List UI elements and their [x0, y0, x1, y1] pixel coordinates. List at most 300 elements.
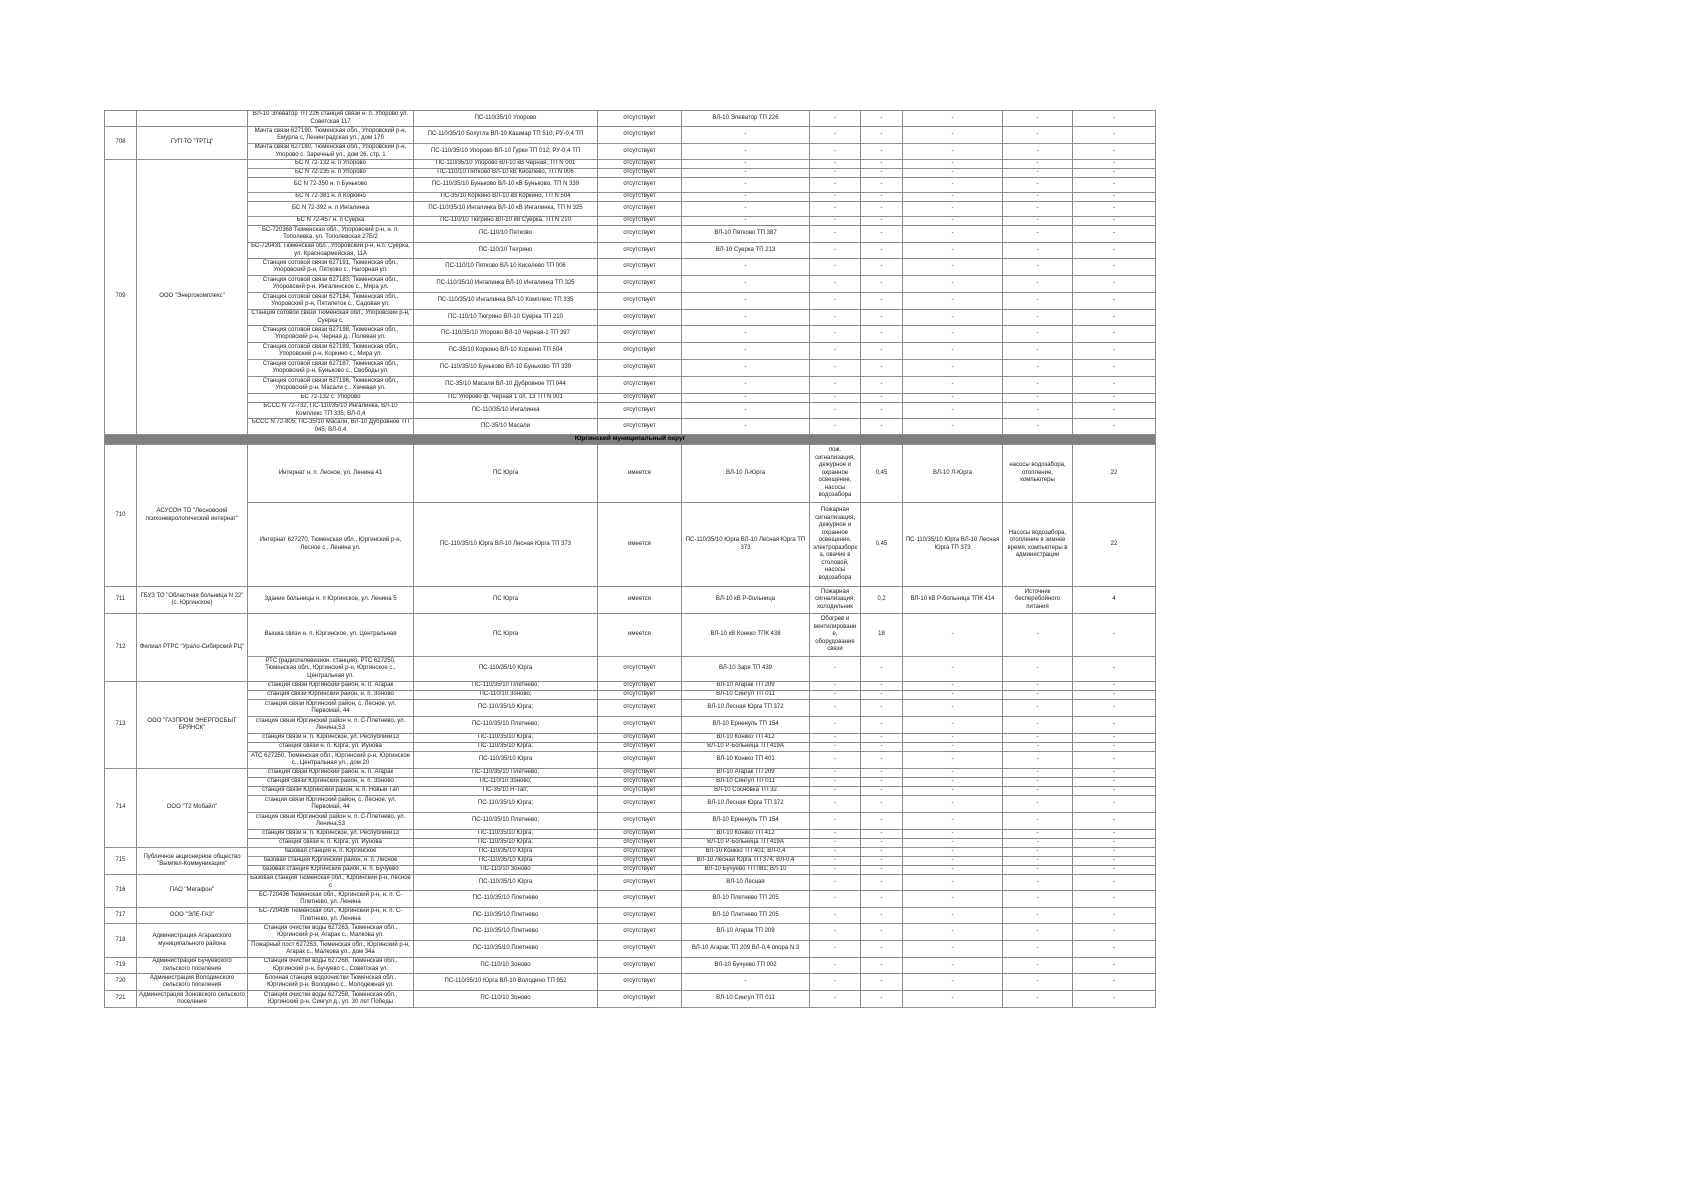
cell-ps: ПС Юрга: [414, 445, 598, 503]
cell-st: отсутствует: [598, 343, 682, 360]
cell-c5: -: [810, 243, 861, 259]
cell-c6: -: [861, 243, 903, 259]
cell-c5: -: [810, 974, 861, 991]
cell-ps: ПС-110/35/10 Юрга: [414, 875, 598, 891]
cell-c6: -: [861, 734, 903, 743]
cell-st: отсутствует: [598, 875, 682, 891]
cell-c9: -: [1073, 403, 1156, 419]
cell-c6: 0,2: [861, 587, 903, 614]
cell-c9: -: [1073, 830, 1156, 839]
cell-c7: -: [903, 866, 1003, 875]
cell-c9: -: [1073, 217, 1156, 226]
cell-c6: -: [861, 326, 903, 343]
cell-ps: ПС-110/10 Тюгрино ВЛ-10 кВ Суерка, ТП N 210: [414, 217, 598, 226]
cell-ps: ПС-110/35/10 Юрга;: [414, 743, 598, 752]
cell-c8: -: [1003, 778, 1073, 787]
cell-c5: -: [810, 127, 861, 144]
cell-c7: -: [903, 169, 1003, 178]
cell-line: -: [682, 144, 810, 160]
cell-ps: ПС-35/10 Масали ВЛ-10 Дубровное ТП 044: [414, 377, 598, 394]
cell-ps: ПС-110/10 Зоново: [414, 958, 598, 974]
cell-c6: -: [861, 310, 903, 326]
cell-c5: -: [810, 857, 861, 866]
cell-line: -: [682, 193, 810, 202]
cell-c9: -: [1073, 813, 1156, 830]
cell-c9: 4: [1073, 587, 1156, 614]
cell-obj: Станция сотовой связи 627187, Тюменская обл., Упоровский р-н, Буньково с., Свободы ул.: [248, 360, 414, 377]
cell-line: ВЛ-10 Сингул ТП 011: [682, 991, 810, 1008]
cell-c5: -: [810, 178, 861, 193]
cell-c7: -: [903, 419, 1003, 435]
cell-c8: -: [1003, 202, 1073, 217]
cell-c6: -: [861, 908, 903, 924]
cell-obj: станция связи н. п. Юрга, ул. Иунова: [248, 743, 414, 752]
cell-c5: -: [810, 326, 861, 343]
cell-obj: Базовая станция Тюменская обл., Юргинский р-н, Лесное с: [248, 875, 414, 891]
cell-c7: -: [903, 891, 1003, 908]
cell-line: ВЛ-10 Лесная: [682, 875, 810, 891]
cell-st: отсутствует: [598, 160, 682, 169]
cell-c9: -: [1073, 848, 1156, 857]
cell-c7: ПС-110/35/10 Юрга ВЛ-10 Лесная Юрга ТП 373: [903, 503, 1003, 587]
cell-obj: БС-720436 Тюменская обл., Юргинский р-н, н. п. С-Плетнево, ул. Ленина: [248, 891, 414, 908]
cell-c5: -: [810, 787, 861, 796]
cell-c5: -: [810, 717, 861, 734]
cell-c8: -: [1003, 243, 1073, 259]
table-row: [105, 394, 1156, 403]
table-row: [105, 700, 1156, 717]
cell-ps: ПС-110/35/10 Юрга: [414, 657, 598, 682]
cell-c9: -: [1073, 360, 1156, 377]
cell-line: ВЛ-10 Плетнево ТП 205: [682, 891, 810, 908]
cell-c9: -: [1073, 259, 1156, 276]
table-row: [105, 717, 1156, 734]
table-row: [105, 848, 1156, 857]
cell-c9: -: [1073, 310, 1156, 326]
table-row: [105, 778, 1156, 787]
cell-c5: -: [810, 377, 861, 394]
cell-c6: 18: [861, 614, 903, 657]
cell-st: отсутствует: [598, 908, 682, 924]
cell-c8: -: [1003, 217, 1073, 226]
cell-c6: -: [861, 160, 903, 169]
cell-ps: ПС-110/10 Пятково: [414, 226, 598, 243]
table-row: [105, 202, 1156, 217]
cell-c5: Обогрев и вентилировани е, оборудование связи: [810, 614, 861, 657]
cell-c8: -: [1003, 743, 1073, 752]
cell-obj: Мачта связи 627190, Тюменская обл., Упоровский р-н, Емурла с, Ленинградская ул., дом 17б: [248, 127, 414, 144]
cell-c9: -: [1073, 226, 1156, 243]
table-row: [105, 293, 1156, 310]
cell-c7: -: [903, 111, 1003, 127]
cell-c6: -: [861, 144, 903, 160]
cell-line: ВЛ-10 Лесная Юрга ТП 372: [682, 700, 810, 717]
cell-st: отсутствует: [598, 178, 682, 193]
cell-c7: -: [903, 394, 1003, 403]
organization-cell: Администрация Володинского сельского поселения: [137, 974, 248, 991]
cell-c8: -: [1003, 941, 1073, 958]
cell-c8: -: [1003, 614, 1073, 657]
cell-c8: -: [1003, 111, 1073, 127]
cell-obj: РТС (радиотелевизион. станция), РТС 627250, Тюменская обл., Юргинский р-н, Юргинское с., Центральная ул.: [248, 657, 414, 682]
cell-c5: -: [810, 657, 861, 682]
table-row: [105, 127, 1156, 144]
cell-st: отсутствует: [598, 796, 682, 813]
table-row: [105, 144, 1156, 160]
cell-c6: -: [861, 111, 903, 127]
cell-c7: -: [903, 796, 1003, 813]
cell-line: ВЛ-10 Агарак ТП 209: [682, 682, 810, 691]
cell-c6: -: [861, 857, 903, 866]
cell-c7: -: [903, 343, 1003, 360]
cell-obj: Интернат н. п. Лесное, ул. Ленина 41: [248, 445, 414, 503]
cell-st: отсутствует: [598, 202, 682, 217]
cell-st: отсутствует: [598, 217, 682, 226]
cell-line: ВЛ-10 Агарак ТП 209 ВЛ-0,4 опора N 3: [682, 941, 810, 958]
table-row: [105, 958, 1156, 974]
row-number-cell: 717: [105, 908, 137, 924]
cell-c5: -: [810, 891, 861, 908]
cell-c5: -: [810, 848, 861, 857]
cell-line: ВЛ-10 Л-Юрга: [682, 445, 810, 503]
cell-c6: -: [861, 691, 903, 700]
cell-c7: -: [903, 991, 1003, 1008]
cell-c6: -: [861, 991, 903, 1008]
cell-c7: -: [903, 160, 1003, 169]
row-number-cell: 720: [105, 974, 137, 991]
cell-c7: -: [903, 924, 1003, 941]
cell-c9: -: [1073, 276, 1156, 293]
cell-c7: -: [903, 958, 1003, 974]
cell-c9: -: [1073, 144, 1156, 160]
cell-c8: Источник бесперебойного питания: [1003, 587, 1073, 614]
cell-c8: -: [1003, 700, 1073, 717]
cell-ps: ПС-110/35/10 Плетнево;: [414, 769, 598, 778]
cell-line: ВЛ-10 Лесная Юрга ТП 372: [682, 796, 810, 813]
cell-c6: -: [861, 193, 903, 202]
cell-c9: 22: [1073, 503, 1156, 587]
cell-c7: -: [903, 848, 1003, 857]
cell-ps: ПС-110/35/10 Юрга;: [414, 734, 598, 743]
table-row: [105, 160, 1156, 169]
cell-c5: -: [810, 734, 861, 743]
cell-c6: -: [861, 813, 903, 830]
section-title: Юргинский муниципальный округ: [105, 435, 1156, 445]
cell-st: отсутствует: [598, 310, 682, 326]
cell-c6: -: [861, 394, 903, 403]
cell-obj: БС N 72-457 н. п Суерка: [248, 217, 414, 226]
table-row: [105, 310, 1156, 326]
cell-st: отсутствует: [598, 752, 682, 769]
cell-c8: -: [1003, 343, 1073, 360]
organization-cell: [137, 111, 248, 127]
cell-c7: -: [903, 243, 1003, 259]
cell-obj: Блочная станция водоочистки Тюменская обл., Юргинский р-н, Володино с., Молодежная ул.: [248, 974, 414, 991]
cell-c7: -: [903, 193, 1003, 202]
cell-c6: -: [861, 419, 903, 435]
table-row: [105, 752, 1156, 769]
cell-obj: БС N 72-381 н. п Коркино: [248, 193, 414, 202]
cell-line: ВЛ-10 Р-Больница ТП 419А: [682, 743, 810, 752]
cell-obj: БС-720368 Тюменская обл., Упоровский р-н, н. п. Тополевка, ул. Тополевская 27Б/2: [248, 226, 414, 243]
cell-ps: ПС-110/35/10 Бохутла ВЛ-10 Кашмар ТП 510; РУ-0,4 ТП: [414, 127, 598, 144]
cell-c6: -: [861, 343, 903, 360]
cell-obj: станция связи Юргинский район, н. п. Новый Тап: [248, 787, 414, 796]
cell-c7: -: [903, 178, 1003, 193]
cell-c8: -: [1003, 848, 1073, 857]
cell-st: отсутствует: [598, 734, 682, 743]
row-number-cell: 709: [105, 160, 137, 435]
cell-ps: ПС-110/35/10 Юрга;: [414, 700, 598, 717]
cell-c5: пож. сигнализация, дежурное и охранное освещение, насосы водозабора: [810, 445, 861, 503]
cell-c9: -: [1073, 657, 1156, 682]
cell-c7: -: [903, 717, 1003, 734]
cell-c5: -: [810, 111, 861, 127]
table-row: [105, 217, 1156, 226]
cell-st: отсутствует: [598, 243, 682, 259]
cell-st: отсутствует: [598, 682, 682, 691]
organization-cell: ООО "ЭЛЕ-ГАЗ": [137, 908, 248, 924]
cell-c6: -: [861, 276, 903, 293]
cell-c6: -: [861, 941, 903, 958]
cell-c5: -: [810, 958, 861, 974]
row-number-cell: 712: [105, 614, 137, 682]
cell-c7: -: [903, 217, 1003, 226]
cell-c5: -: [810, 769, 861, 778]
cell-c6: -: [861, 403, 903, 419]
cell-c9: -: [1073, 377, 1156, 394]
cell-c7: -: [903, 787, 1003, 796]
cell-obj: станция связи Юргинский район, с. Лесное, ул. Первомай, 44: [248, 796, 414, 813]
table-row: [105, 691, 1156, 700]
cell-c7: -: [903, 752, 1003, 769]
cell-line: -: [682, 343, 810, 360]
cell-c8: -: [1003, 259, 1073, 276]
cell-c5: -: [810, 941, 861, 958]
cell-st: отсутствует: [598, 144, 682, 160]
table-row: [105, 924, 1156, 941]
cell-c7: -: [903, 778, 1003, 787]
cell-c9: -: [1073, 419, 1156, 435]
cell-c9: -: [1073, 734, 1156, 743]
cell-line: ВЛ-10 Бучуево ТП 081; ВЛ-10: [682, 866, 810, 875]
table-row: [105, 226, 1156, 243]
cell-line: ВЛ-10 Р-Больница ТП 419А: [682, 839, 810, 848]
cell-c9: -: [1073, 941, 1156, 958]
cell-st: отсутствует: [598, 326, 682, 343]
cell-c5: -: [810, 217, 861, 226]
cell-c8: насосы водозабора, отопление, компьютеры: [1003, 445, 1073, 503]
cell-c8: -: [1003, 830, 1073, 839]
cell-ps: ПС-110/35/10 Юрга: [414, 848, 598, 857]
cell-ps: ПС-110/35/10 Плетнево: [414, 891, 598, 908]
cell-c7: -: [903, 226, 1003, 243]
cell-c5: -: [810, 259, 861, 276]
cell-c6: -: [861, 875, 903, 891]
organization-cell: Филиал РТРС "Урало-Сибирский РЦ": [137, 614, 248, 682]
cell-ps: ПС-110/35/10 Юрга ВЛ-10 Володино ТП 952: [414, 974, 598, 991]
cell-c5: -: [810, 866, 861, 875]
cell-obj: Станция очистки воды 627263, Тюменская обл., Юргинский р-н, Агарак с., Малкова ул.: [248, 924, 414, 941]
cell-c6: -: [861, 202, 903, 217]
cell-obj: БС-720436 Тюменская обл., Юргинский р-н, н. п. С-Плетнево, ул. Ленина: [248, 908, 414, 924]
cell-line: ВЛ-10 Суерка ТП 213: [682, 243, 810, 259]
cell-c7: -: [903, 144, 1003, 160]
cell-c5: -: [810, 778, 861, 787]
table-row: [105, 974, 1156, 991]
cell-obj: Мачта связи 627180, Тюменская обл., Упоровский р-н, Упорово с. Заречный ул., дом 26, стр. 1: [248, 144, 414, 160]
organization-cell: ООО "ГАЗПРОМ ЭНЕРГОСБЫТ БРЯНСК": [137, 682, 248, 769]
cell-ps: ПС-110/35/10 Упорово: [414, 111, 598, 127]
row-number-cell: 721: [105, 991, 137, 1008]
cell-obj: Здание больницы н. п Юргинское, ул. Ленина 5: [248, 587, 414, 614]
cell-c7: -: [903, 276, 1003, 293]
cell-obj: Станция сотовой связи 627191, Тюменская обл., Упоровский р-н, Пятково с., Нагорная ул.: [248, 259, 414, 276]
table-row: [105, 343, 1156, 360]
cell-st: отсутствует: [598, 958, 682, 974]
table-row: [105, 178, 1156, 193]
cell-c8: -: [1003, 717, 1073, 734]
cell-c7: -: [903, 743, 1003, 752]
cell-c5: -: [810, 908, 861, 924]
cell-obj: АТС 627250, Тюменская обл., Юргинский р-н, Юргинское с., Центральная ул., дом 20: [248, 752, 414, 769]
cell-c6: -: [861, 958, 903, 974]
table-row: [105, 445, 1156, 503]
cell-c7: -: [903, 769, 1003, 778]
table-row: [105, 587, 1156, 614]
cell-c7: -: [903, 813, 1003, 830]
cell-line: -: [682, 160, 810, 169]
cell-st: отсутствует: [598, 394, 682, 403]
cell-obj: Станция сотовой связи Тюменская обл., Упоровский р-н, Суерка с.: [248, 310, 414, 326]
cell-ps: ПС-110/10 Зоново;: [414, 778, 598, 787]
cell-c9: -: [1073, 717, 1156, 734]
cell-obj: станция связи Юргинский район, с. Лесное, ул. Первомай, 44: [248, 700, 414, 717]
cell-c8: -: [1003, 226, 1073, 243]
cell-c6: -: [861, 839, 903, 848]
cell-obj: Станция сотовой связи 627189, Тюменская обл., Упоровский р-н, Коркино с., Мира ул.: [248, 343, 414, 360]
cell-st: отсутствует: [598, 127, 682, 144]
cell-line: ВЛ-10 кВ Конкко ТПК 438: [682, 614, 810, 657]
cell-line: ВЛ-10 Сингул ТП 011: [682, 691, 810, 700]
cell-obj: Интернат 627270, Тюменская обл., Юргинский р-н, Лесное с., Ленина ул.: [248, 503, 414, 587]
cell-st: имеется: [598, 445, 682, 503]
cell-st: отсутствует: [598, 360, 682, 377]
cell-c8: -: [1003, 160, 1073, 169]
table-row: [105, 830, 1156, 839]
cell-st: отсутствует: [598, 691, 682, 700]
cell-c9: -: [1073, 169, 1156, 178]
cell-st: отсутствует: [598, 377, 682, 394]
cell-c5: -: [810, 830, 861, 839]
cell-ps: ПС-35/10 Коркино ВЛ-10 кВ Коркино, ТП N 504: [414, 193, 598, 202]
organization-cell: ООО "Т2 Мобайл": [137, 769, 248, 848]
cell-ps: ПС-110/35/10 Плетнево;: [414, 717, 598, 734]
cell-st: отсутствует: [598, 259, 682, 276]
cell-line: -: [682, 202, 810, 217]
cell-c6: -: [861, 178, 903, 193]
cell-line: ВЛ-10 Конкко ТП 401; ВЛ-0,4: [682, 848, 810, 857]
cell-c9: -: [1073, 839, 1156, 848]
cell-obj: ВЛ-10 Элеватор ТП 226 станция связи н. п. Упорово ул. Советская 117: [248, 111, 414, 127]
cell-c5: -: [810, 682, 861, 691]
cell-st: имеется: [598, 614, 682, 657]
cell-ps: ПС-110/35/10 Юрга: [414, 752, 598, 769]
organization-cell: ООО "Энергокомплекс": [137, 160, 248, 435]
table-row: [105, 787, 1156, 796]
cell-line: ВЛ-10 Конкко ТП 401: [682, 752, 810, 769]
cell-c9: -: [1073, 974, 1156, 991]
cell-line: -: [682, 178, 810, 193]
cell-c9: -: [1073, 243, 1156, 259]
cell-line: -: [682, 169, 810, 178]
cell-c8: -: [1003, 310, 1073, 326]
cell-line: ВЛ-10 Заря ТП 439: [682, 657, 810, 682]
cell-c9: -: [1073, 796, 1156, 813]
cell-c9: -: [1073, 857, 1156, 866]
cell-c8: -: [1003, 866, 1073, 875]
cell-obj: Станция сотовой связи 627183, Тюменская обл., Упоровский р-н, Ингалинское с., Мира ул.: [248, 276, 414, 293]
cell-obj: станция связи н. п. Юргинское, ул. Республики13: [248, 734, 414, 743]
cell-c7: -: [903, 908, 1003, 924]
cell-c6: -: [861, 830, 903, 839]
cell-c8: -: [1003, 908, 1073, 924]
cell-c9: -: [1073, 778, 1156, 787]
table-row: [105, 276, 1156, 293]
cell-ps: ПС-110/35/10 Упорово ВЛ-10 Гурки ТП 012; РУ-0,4 ТП: [414, 144, 598, 160]
cell-c6: -: [861, 796, 903, 813]
cell-c9: -: [1073, 682, 1156, 691]
cell-c8: -: [1003, 813, 1073, 830]
cell-line: -: [682, 259, 810, 276]
cell-c5: Пожарная сигнализация, дежурное и охранное освещение, электроразборка, овачие в столовой, насосы водозабора: [810, 503, 861, 587]
table-row: [105, 743, 1156, 752]
organization-cell: Администрация Зоновского сельского поселения: [137, 991, 248, 1008]
data-table: [104, 110, 1156, 1008]
table-row: [105, 657, 1156, 682]
cell-obj: станция связи Юргинский район, н. п. Агарак: [248, 769, 414, 778]
cell-obj: Станция очистки воды 627258, Тюменская обл., Юргинский р-н, Сингул д., ул. 30 лет Победы: [248, 991, 414, 1008]
cell-c7: -: [903, 377, 1003, 394]
cell-c6: -: [861, 891, 903, 908]
row-number-cell: 711: [105, 587, 137, 614]
organization-cell: Администрация Агаракского муниципального района: [137, 924, 248, 958]
cell-line: ВЛ-10 Сингул ТП 011: [682, 778, 810, 787]
cell-c8: -: [1003, 769, 1073, 778]
cell-c5: -: [810, 419, 861, 435]
row-number-cell: 716: [105, 875, 137, 908]
cell-ps: ПС-110/35/10 Буньково ВЛ-10 Буньково ТП 339: [414, 360, 598, 377]
cell-c9: -: [1073, 127, 1156, 144]
cell-c8: -: [1003, 276, 1073, 293]
cell-c8: -: [1003, 891, 1073, 908]
cell-c6: -: [861, 360, 903, 377]
cell-obj: станция связи Юргинский район н. п. С-Плетнево, ул. Ленина,53: [248, 717, 414, 734]
cell-c9: 22: [1073, 445, 1156, 503]
cell-c6: -: [861, 743, 903, 752]
cell-obj: БССС N 72-732, ПС-110/35/10 Ингалинка, ВЛ-10 Комплекс ТП 335; ВЛ-0,4: [248, 403, 414, 419]
cell-obj: станция связи Юргинский район, н. п. Зоново: [248, 778, 414, 787]
cell-c7: -: [903, 202, 1003, 217]
cell-ps: ПС-110/35/10 Плетнево;: [414, 813, 598, 830]
table-row: [105, 941, 1156, 958]
cell-ps: ПС-110/10 Пятково ВЛ-10 Киселево ТП 006: [414, 259, 598, 276]
cell-c7: -: [903, 830, 1003, 839]
cell-c7: -: [903, 259, 1003, 276]
cell-ps: ПС-110/35/10 Буньково ВЛ-10 кВ Буньково, ТП N 339: [414, 178, 598, 193]
row-number-cell: 713: [105, 682, 137, 769]
cell-c7: ВЛ-10 Л-Юрга: [903, 445, 1003, 503]
